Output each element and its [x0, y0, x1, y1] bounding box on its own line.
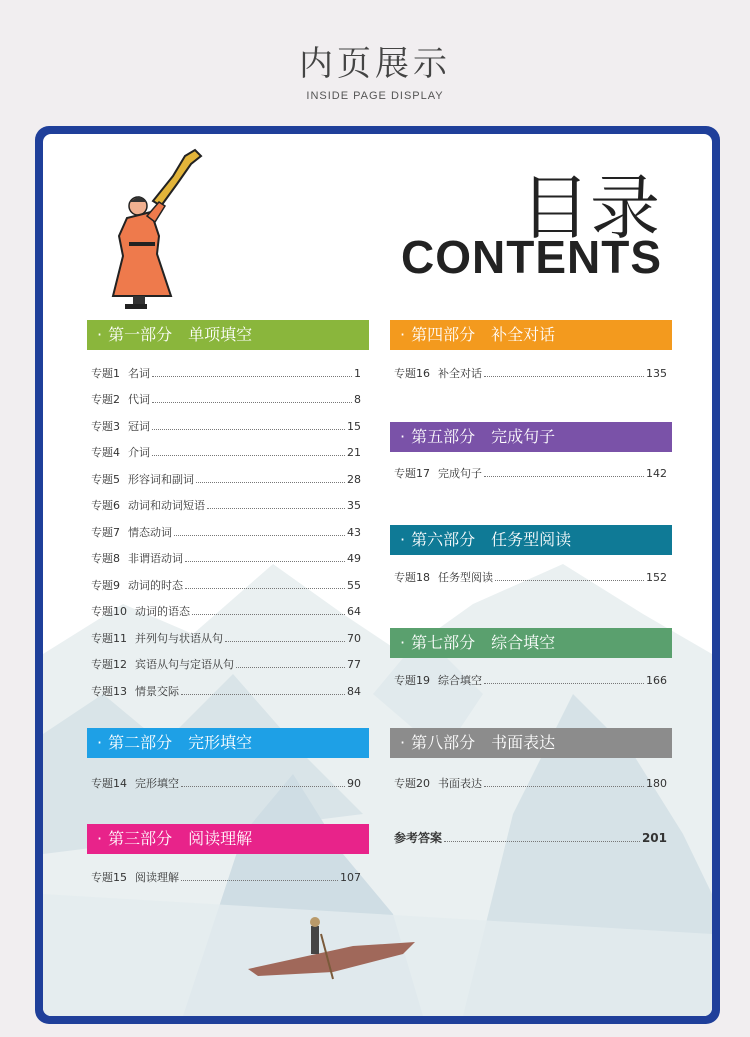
toc-entry-page: 55: [347, 579, 361, 592]
toc-entry-number: 专题7: [91, 526, 120, 539]
part3-title: 阅读理解: [188, 829, 253, 848]
toc-entry[interactable]: [91, 445, 361, 461]
toc-entry-name: 动词的时态: [128, 579, 183, 592]
part1-header: · 第一部分 单项填空: [87, 320, 369, 350]
toc-entry-page: 152: [646, 571, 667, 584]
part6-label: 第六部分: [411, 530, 476, 549]
toc-entry-name: 非谓语动词: [128, 552, 183, 565]
toc-entry[interactable]: [91, 498, 361, 514]
part7-header: · 第七部分 综合填空: [390, 628, 672, 658]
toc-entry-number: 专题12: [91, 658, 127, 671]
part5-header: · 第五部分 完成句子: [390, 422, 672, 452]
toc-entry-page: 166: [646, 674, 667, 687]
toc-entry[interactable]: [91, 525, 361, 541]
toc-entry-number: 专题5: [91, 473, 120, 486]
toc-entry-page: 135: [646, 367, 667, 380]
toc-entry[interactable]: [91, 472, 361, 488]
toc-entry-page: 70: [347, 632, 361, 645]
toc-entry-page: 43: [347, 526, 361, 539]
toc-entry-page: 21: [347, 446, 361, 459]
toc-entry[interactable]: [394, 673, 667, 689]
part1-title: 单项填空: [188, 325, 253, 344]
toc-entry-page: 8: [354, 393, 361, 406]
page-header-subtitle: INSIDE PAGE DISPLAY: [306, 90, 444, 102]
toc-entry[interactable]: [91, 551, 361, 567]
answers-page: 201: [641, 831, 667, 845]
toc-entry[interactable]: [394, 570, 667, 586]
toc-entry[interactable]: [91, 870, 361, 886]
toc-entry-name: 介词: [128, 446, 150, 459]
toc-entry-number: 专题20: [394, 777, 430, 790]
toc-entry-number: 专题18: [394, 571, 430, 584]
part8-header: · 第八部分 书面表达: [390, 728, 672, 758]
part4-label: 第四部分: [411, 325, 476, 344]
toc-entry-number: 专题13: [91, 685, 127, 698]
part5-title: 完成句子: [491, 427, 556, 446]
toc-entry-page: 90: [347, 777, 361, 790]
toc-entry-number: 专题2: [91, 393, 120, 406]
toc-entry[interactable]: [91, 419, 361, 435]
toc-entry-number: 专题17: [394, 467, 430, 480]
toc-entry-name: 综合填空: [438, 674, 482, 687]
horn-blower-illustration: [103, 146, 203, 311]
part8-title: 书面表达: [491, 733, 556, 752]
part3-header: · 第三部分 阅读理解: [87, 824, 369, 854]
toc-entry[interactable]: [91, 776, 361, 792]
page-header-title: 内页展示: [299, 44, 451, 84]
toc-entry-name: 任务型阅读: [438, 571, 493, 584]
toc-entry-answers[interactable]: [394, 830, 667, 846]
answers-label: 参考答案: [394, 831, 443, 845]
toc-entry-page: 142: [646, 467, 667, 480]
toc-entry-number: 专题15: [91, 871, 127, 884]
toc-entry-number: 专题1: [91, 367, 120, 380]
contents-page: [43, 134, 712, 1016]
toc-entry-page: 77: [347, 658, 361, 671]
toc-entry-page: 35: [347, 499, 361, 512]
toc-entry-number: 专题6: [91, 499, 120, 512]
toc-entry-number: 专题14: [91, 777, 127, 790]
toc-entry[interactable]: [394, 466, 667, 482]
toc-entry-page: 107: [340, 871, 361, 884]
toc-entry-number: 专题19: [394, 674, 430, 687]
contents-title-english: CONTENTS: [401, 231, 662, 283]
toc-entry-number: 专题3: [91, 420, 120, 433]
toc-entry-page: 64: [347, 605, 361, 618]
toc-entry[interactable]: [91, 578, 361, 594]
toc-entry-page: 15: [347, 420, 361, 433]
toc-entry-page: 49: [347, 552, 361, 565]
toc-entry-page: 1: [354, 367, 361, 380]
toc-entry-number: 专题11: [91, 632, 127, 645]
part2-label: 第二部分: [108, 733, 173, 752]
toc-entry-name: 动词的语态: [135, 605, 190, 618]
toc-entry[interactable]: [91, 684, 361, 700]
toc-entry-name: 补全对话: [438, 367, 482, 380]
part6-header: · 第六部分 任务型阅读: [390, 525, 672, 555]
toc-entry[interactable]: [394, 366, 667, 382]
part1-label: 第一部分: [108, 325, 173, 344]
part5-label: 第五部分: [411, 427, 476, 446]
toc-entry[interactable]: [91, 392, 361, 408]
contents-title-chinese: 目录: [520, 167, 660, 249]
toc-entry-page: 84: [347, 685, 361, 698]
toc-entry-number: 专题9: [91, 579, 120, 592]
toc-entry-number: 专题16: [394, 367, 430, 380]
part4-title: 补全对话: [491, 325, 556, 344]
toc-entry-number: 专题4: [91, 446, 120, 459]
toc-entry-name: 阅读理解: [135, 871, 179, 884]
toc-entry-name: 并列句与状语从句: [135, 632, 223, 645]
toc-entry[interactable]: [91, 366, 361, 382]
part2-header: · 第二部分 完形填空: [87, 728, 369, 758]
toc-entry-name: 形容词和副词: [128, 473, 194, 486]
toc-entry[interactable]: [91, 657, 361, 673]
toc-entry-name: 宾语从句与定语从句: [135, 658, 234, 671]
toc-entry-name: 情景交际: [135, 685, 179, 698]
toc-entry[interactable]: [91, 604, 361, 620]
toc-entry-name: 名词: [128, 367, 150, 380]
part4-header: · 第四部分 补全对话: [390, 320, 672, 350]
part8-label: 第八部分: [411, 733, 476, 752]
toc-entry-name: 代词: [128, 393, 150, 406]
part7-label: 第七部分: [411, 633, 476, 652]
toc-entry-name: 动词和动词短语: [128, 499, 205, 512]
toc-entry-number: 专题8: [91, 552, 120, 565]
toc-entry-name: 情态动词: [128, 526, 172, 539]
part2-title: 完形填空: [188, 733, 253, 752]
toc-entry-name: 书面表达: [438, 777, 482, 790]
toc-entry-page: 28: [347, 473, 361, 486]
toc-entry-page: 180: [646, 777, 667, 790]
part7-title: 综合填空: [491, 633, 556, 652]
toc-entry-name: 完形填空: [135, 777, 179, 790]
toc-entry-name: 冠词: [128, 420, 150, 433]
toc-entry[interactable]: [91, 631, 361, 647]
toc-entry[interactable]: [394, 776, 667, 792]
part3-label: 第三部分: [108, 829, 173, 848]
toc-entry-number: 专题10: [91, 605, 127, 618]
toc-entry-name: 完成句子: [438, 467, 482, 480]
part6-title: 任务型阅读: [491, 530, 572, 549]
